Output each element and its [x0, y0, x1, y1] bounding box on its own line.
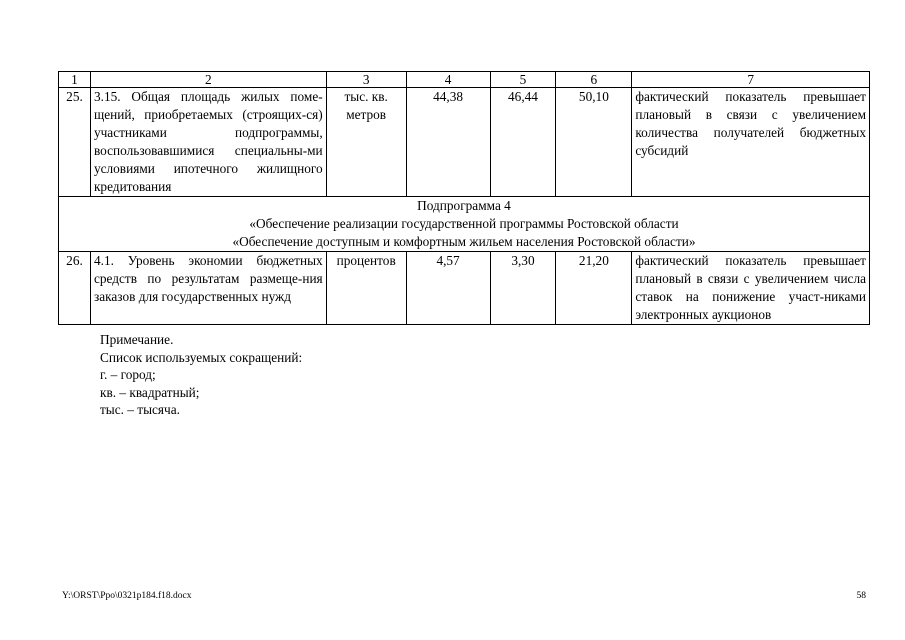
value-cell: 46,44: [490, 88, 556, 197]
abbreviation-item: кв. – квадратный;: [100, 384, 200, 400]
row-number: 26.: [59, 252, 91, 325]
col-header: 1: [59, 72, 91, 88]
notes-title: Примечание.: [100, 332, 174, 347]
explanation-cell: фактический показатель превышает плановый в связи с увеличением количества получателей бюджетных субсидий: [632, 88, 870, 197]
abbreviations-title: Список используемых сокращений:: [100, 349, 303, 365]
col-header: 6: [556, 72, 632, 88]
table-row: [59, 252, 870, 325]
explanation-cell: фактический показатель превышает плановый в связи с увеличением числа ставок на понижение участ-никами электронных аукционов: [632, 252, 870, 325]
footer-file-path: Y:\ORST\Ppo\0321p184.f18.docx: [62, 591, 192, 601]
subprogram-title: Подпрограмма 4: [417, 198, 511, 213]
abbreviation-item: г. – город;: [100, 367, 156, 382]
page-number: 58: [856, 591, 866, 601]
subprogram-row: [59, 197, 870, 252]
col-header: 5: [490, 72, 556, 88]
value-cell: 44,38: [406, 88, 490, 197]
value-cell: 4,57: [406, 252, 490, 325]
subprogram-line: «Обеспечение доступным и комфортным жильем населения Ростовской области»: [232, 234, 696, 249]
indicator-name: 3.15. Общая площадь жилых поме-щений, приобретаемых (строящих-ся) участниками подпрограммы, воспользовавшимися специальны-ми условиями ипотечного жилищного кредитования: [90, 88, 326, 197]
subprogram-line: «Обеспечение реализации государственной программы Ростовской области: [249, 216, 679, 231]
col-header: 7: [632, 72, 870, 88]
column-number-row: [59, 72, 870, 88]
abbreviation-item: тыс. – тысяча.: [100, 402, 180, 417]
col-header: 3: [326, 72, 406, 88]
value-cell: 3,30: [490, 252, 556, 325]
value-cell: 50,10: [556, 88, 632, 197]
col-header: 4: [406, 72, 490, 88]
subprogram-heading: [59, 197, 870, 252]
indicator-name: 4.1. Уровень экономии бюджетных средств по результатам размеще-ния заказов для государственных нужд: [90, 252, 326, 325]
notes-block: [100, 331, 302, 419]
col-header: 2: [90, 72, 326, 88]
table-row: [59, 88, 870, 197]
row-number: 25.: [59, 88, 91, 197]
unit-cell: процентов: [326, 252, 406, 325]
report-table: [58, 71, 870, 325]
value-cell: 21,20: [556, 252, 632, 325]
unit-cell: тыс. кв. метров: [326, 88, 406, 197]
